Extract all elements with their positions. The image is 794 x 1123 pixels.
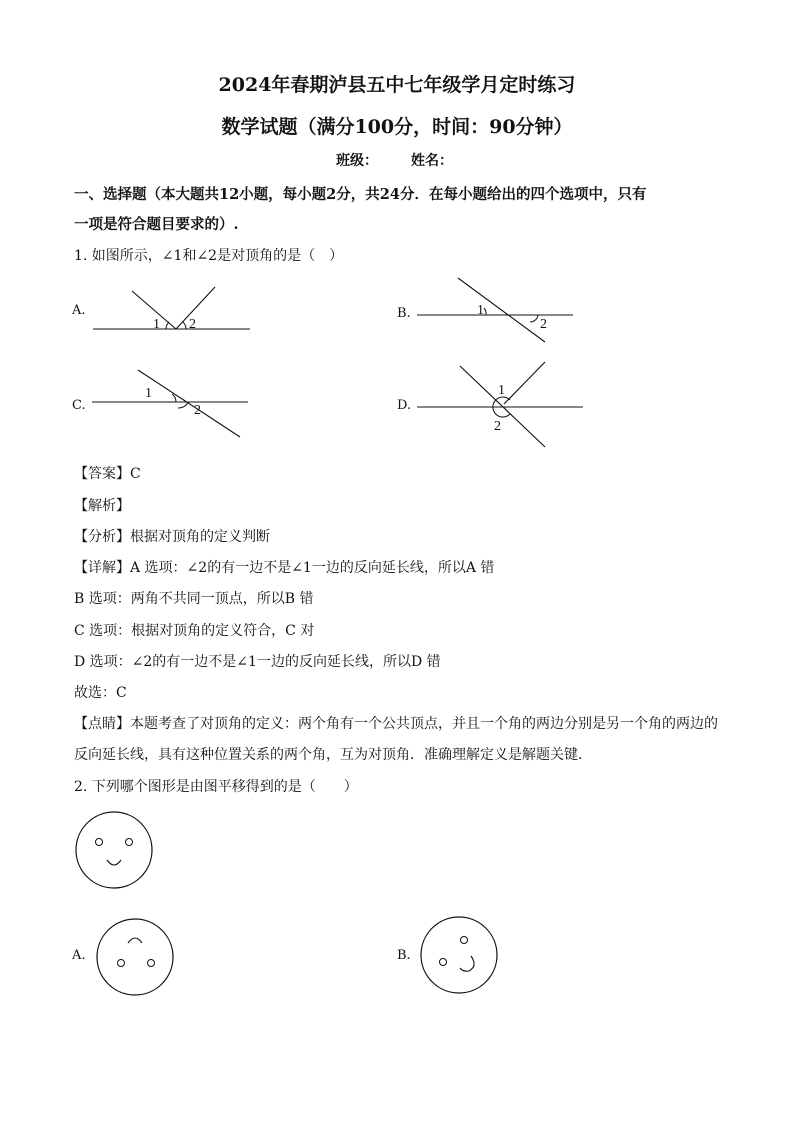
q1-option-c-label: C. (72, 398, 86, 413)
face-a-outline (97, 919, 173, 995)
face-mouth (107, 860, 121, 865)
b-angle1-label: 1 (477, 303, 484, 318)
b-angle2-arc (530, 315, 538, 322)
q2-option-b-label: B. (397, 948, 411, 963)
face-b-mouth (460, 956, 474, 971)
d-angle1-label: 1 (498, 383, 505, 398)
q1-option-d-label: D. (397, 398, 412, 413)
a-angle2-arc (183, 322, 186, 329)
name-label: 姓名： (411, 153, 453, 169)
c-angle1-label: 1 (145, 386, 152, 401)
q1-xiangjie: 【详解】A 选项：∠2的有一边不是∠1一边的反向延长线，所以A 错 (74, 560, 495, 576)
q1-dianjing-line2: 反向延长线，具有这种位置关系的两个角，互为对顶角．准确理解定义是解题关键． (74, 747, 592, 763)
d-diagonal-line-2 (504, 362, 545, 404)
q2-original-face (76, 812, 152, 888)
c-diagonal-line (138, 370, 240, 437)
face-outline (76, 812, 152, 888)
b-angle2-label: 2 (540, 317, 547, 332)
face-b-outline (421, 917, 497, 993)
q1-analysis-tag: 【解析】 (74, 498, 130, 514)
face-b-left-eye (440, 959, 447, 966)
section-heading-line1: 一、选择题（本大题共12小题，每小题2分，共24分．在每小题给出的四个选项中，只有 (74, 186, 647, 203)
q1-option-b-figure (417, 278, 573, 342)
q1-option-d-figure (417, 362, 583, 447)
question-2-stem: 2. 下列哪个图形是由图平移得到的是（ ） (74, 779, 358, 795)
a-angle1-label: 1 (153, 317, 160, 332)
c-angle2-arc (178, 402, 188, 408)
face-a-left-eye (118, 960, 125, 967)
c-angle2-label: 2 (194, 403, 201, 418)
q1-line-b: B 选项：两角不共同一顶点，所以B 错 (74, 591, 314, 607)
q1-choose: 故选：C (74, 685, 127, 701)
face-left-eye (96, 839, 103, 846)
d-angle2-label: 2 (494, 419, 501, 434)
q1-answer: 【答案】C (74, 466, 141, 482)
q2-option-a-face (97, 919, 173, 995)
section-heading-line2: 一项是符合题目要求的）. (74, 216, 239, 233)
q2-option-b-face (421, 917, 497, 993)
q1-option-a-figure (93, 287, 250, 332)
q2-option-a-label: A. (72, 948, 86, 963)
face-a-right-eye (148, 960, 155, 967)
a-angle1-arc (166, 322, 169, 329)
face-a-mouth (128, 938, 142, 943)
question-1-stem: 1. 如图所示，∠1和∠2是对顶角的是（ ） (74, 248, 344, 264)
q1-option-b-label: B. (397, 306, 411, 321)
page-subtitle: 数学试题（满分100分，时间：90分钟） (221, 116, 573, 138)
q1-line-d: D 选项：∠2的有一边不是∠1一边的反向延长线，所以D 错 (74, 654, 441, 670)
page-title: 2024年春期泸县五中七年级学月定时练习 (218, 74, 576, 96)
q1-fenxi: 【分析】根据对顶角的定义判断 (74, 529, 270, 545)
q1-dianjing-line1: 【点睛】本题考查了对顶角的定义：两个角有一个公共顶点，并且一个角的两边分别是另一个角的两边的 (74, 716, 718, 732)
a-angle2-label: 2 (189, 317, 196, 332)
q1-option-c-figure (92, 370, 248, 437)
b-diagonal-line (458, 278, 545, 342)
b-angle1-arc (484, 308, 486, 315)
q1-option-a-label: A. (72, 303, 86, 318)
q1-line-c: C 选项：根据对顶角的定义符合，C 对 (74, 623, 315, 639)
face-right-eye (126, 839, 133, 846)
class-label: 班级： (336, 153, 378, 169)
face-b-top-eye (461, 937, 468, 944)
